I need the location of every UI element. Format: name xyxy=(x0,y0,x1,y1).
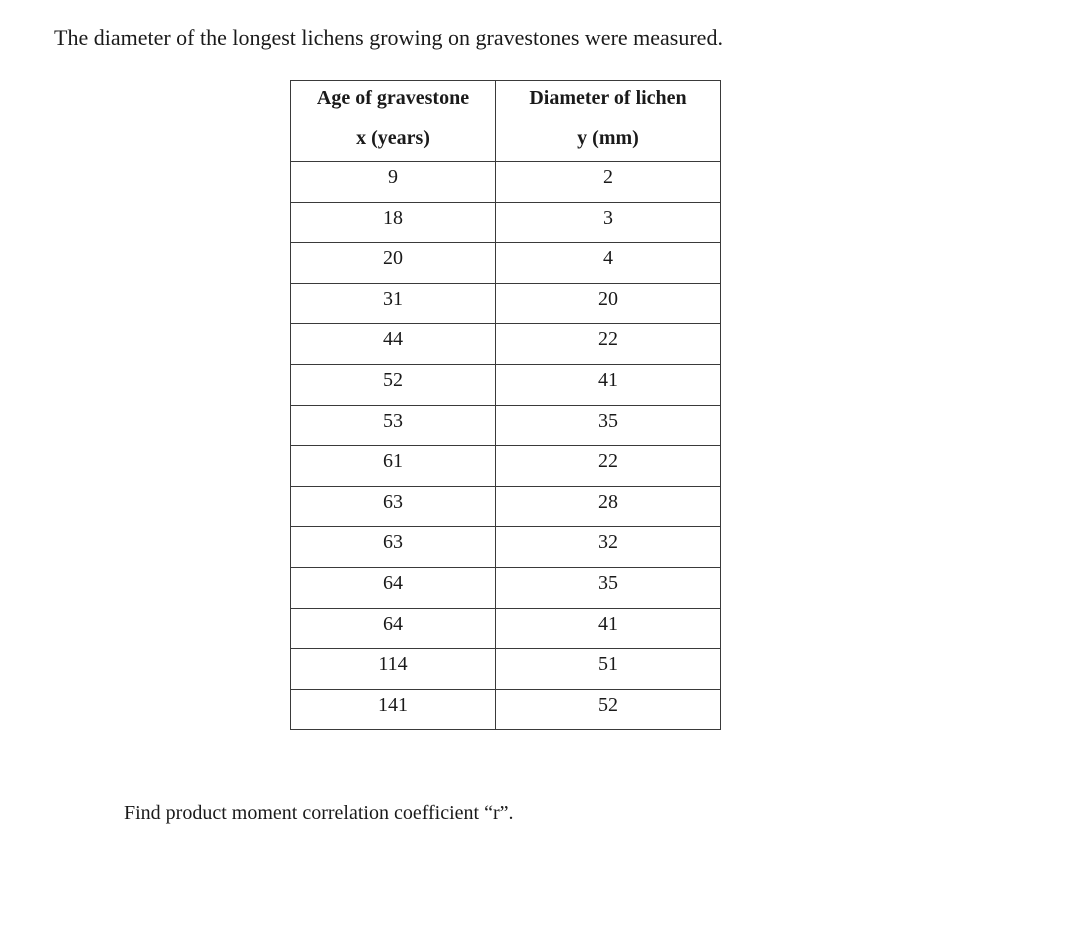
table-row xyxy=(291,364,721,405)
cell-y: 3 xyxy=(496,202,721,243)
cell-x: 31 xyxy=(291,283,496,324)
table-row xyxy=(291,243,721,284)
table-row xyxy=(291,202,721,243)
cell-y: 52 xyxy=(496,689,721,730)
cell-y: 41 xyxy=(496,364,721,405)
cell-x: 64 xyxy=(291,567,496,608)
cell-x: 64 xyxy=(291,608,496,649)
cell-x: 18 xyxy=(291,202,496,243)
table-row xyxy=(291,446,721,487)
cell-y: 32 xyxy=(496,527,721,568)
cell-x: 9 xyxy=(291,162,496,203)
table-row xyxy=(291,283,721,324)
cell-y: 2 xyxy=(496,162,721,203)
header-age-line2: x (years) xyxy=(356,127,430,149)
header-diameter-of-lichen xyxy=(496,81,721,162)
intro-text: The diameter of the longest lichens growing on gravestones were measured. xyxy=(54,25,723,50)
cell-x: 20 xyxy=(291,243,496,284)
cell-y: 35 xyxy=(496,567,721,608)
table-row xyxy=(291,567,721,608)
cell-y: 35 xyxy=(496,405,721,446)
header-age-line1: Age of gravestone xyxy=(316,87,470,109)
header-diameter-line1: Diameter of lichen xyxy=(529,87,687,109)
cell-y: 51 xyxy=(496,649,721,690)
cell-x: 63 xyxy=(291,486,496,527)
table-row xyxy=(291,527,721,568)
cell-y: 41 xyxy=(496,608,721,649)
cell-y: 22 xyxy=(496,324,721,365)
cell-y: 28 xyxy=(496,486,721,527)
table-row xyxy=(291,649,721,690)
table-row xyxy=(291,162,721,203)
cell-x: 52 xyxy=(291,364,496,405)
cell-x: 44 xyxy=(291,324,496,365)
table-row xyxy=(291,689,721,730)
cell-y: 22 xyxy=(496,446,721,487)
cell-x: 63 xyxy=(291,527,496,568)
header-age-of-gravestone xyxy=(291,81,496,162)
cell-y: 4 xyxy=(496,243,721,284)
table-row xyxy=(291,608,721,649)
table-row xyxy=(291,486,721,527)
cell-x: 141 xyxy=(291,689,496,730)
header-diameter-line2: y (mm) xyxy=(577,127,639,149)
cell-x: 114 xyxy=(291,649,496,690)
table-row xyxy=(291,324,721,365)
cell-y: 20 xyxy=(496,283,721,324)
question-text: Find product moment correlation coefficient “r”. xyxy=(124,802,514,824)
data-table xyxy=(290,80,721,730)
table-header-row xyxy=(291,81,721,162)
table-row xyxy=(291,405,721,446)
cell-x: 53 xyxy=(291,405,496,446)
cell-x: 61 xyxy=(291,446,496,487)
